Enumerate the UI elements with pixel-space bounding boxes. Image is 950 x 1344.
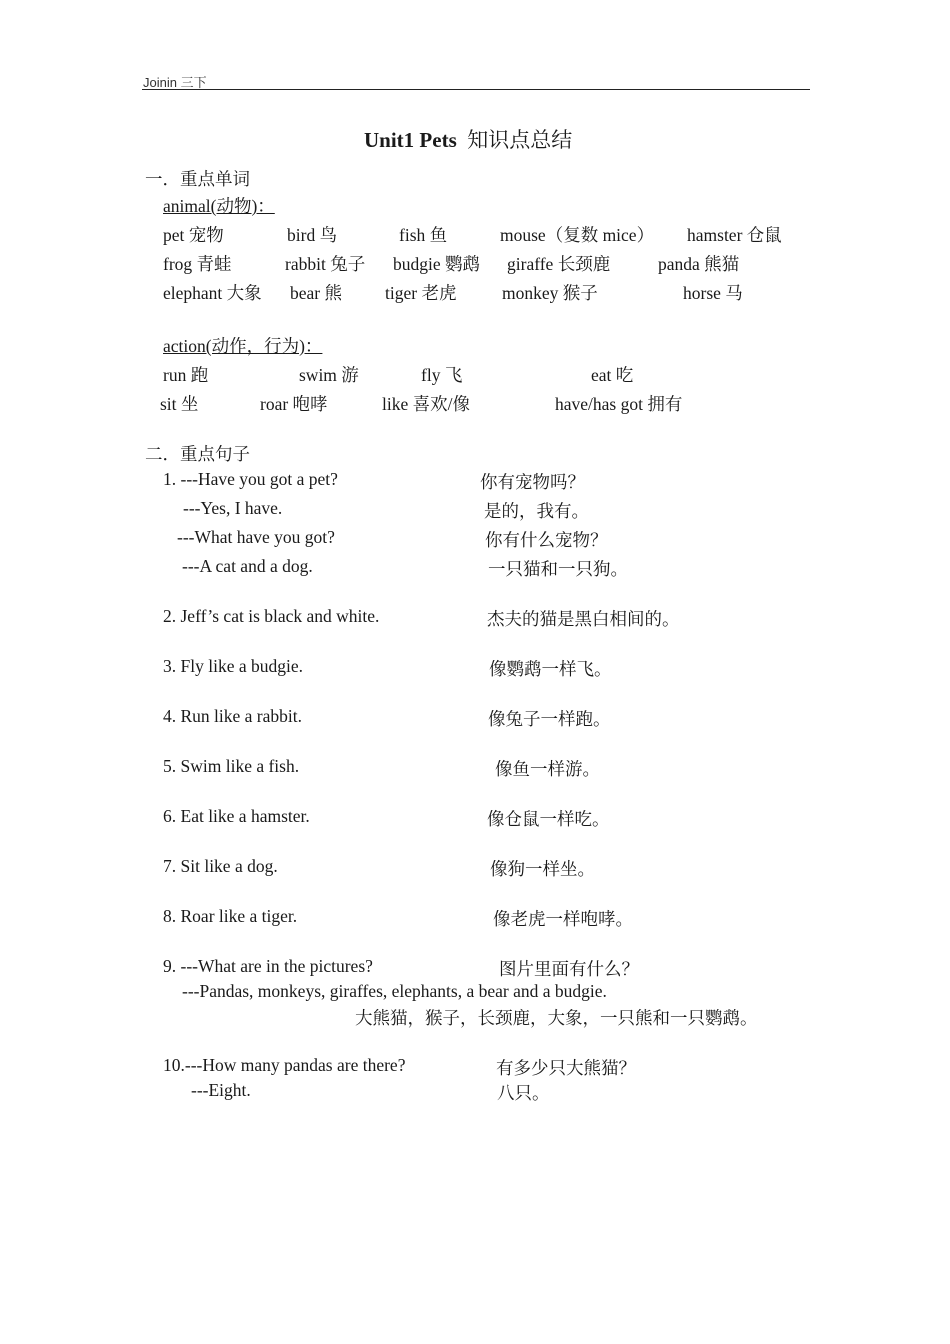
vocab-sit: sit 坐 <box>160 394 199 414</box>
section1-heading: 一．重点单词 <box>145 169 250 189</box>
title-bold: Unit1 Pets <box>364 128 457 152</box>
vocab-roar: roar 咆哮 <box>260 394 328 414</box>
s1-zh-3: 你有什么宠物？ <box>485 530 608 550</box>
s2-zh: 杰夫的猫是黑白相间的。 <box>487 609 680 629</box>
action-label: action(动作，行为)： <box>163 336 323 356</box>
section2-heading: 二．重点句子 <box>145 444 250 464</box>
s8-en: 8. Roar like a tiger. <box>163 906 298 926</box>
animal-label: animal(动物)： <box>163 196 275 216</box>
s9-zh-1: 图片里面有什么？ <box>499 959 639 979</box>
s1-zh-1: 你有宠物吗？ <box>480 472 585 492</box>
s8-zh: 像老虎一样咆哮。 <box>493 909 633 929</box>
s10-en-2: ---Eight. <box>191 1080 251 1100</box>
s4-zh: 像兔子一样跑。 <box>488 709 611 729</box>
vocab-have-got: have/has got 拥有 <box>555 394 683 414</box>
page-header: Joinin 三下 <box>143 75 207 90</box>
vocab-horse: horse 马 <box>683 283 743 303</box>
s1-zh-4: 一只猫和一只狗。 <box>488 559 628 579</box>
s1-en-2: ---Yes, I have. <box>183 498 283 518</box>
header-rule <box>142 89 810 90</box>
s1-en-4: ---A cat and a dog. <box>182 556 313 576</box>
vocab-pet: pet 宠物 <box>163 225 224 245</box>
vocab-fly: fly 飞 <box>421 365 463 385</box>
vocab-swim: swim 游 <box>299 365 359 385</box>
vocab-tiger: tiger 老虎 <box>385 283 457 303</box>
vocab-panda: panda 熊猫 <box>658 254 740 274</box>
s1-en-3: ---What have you got? <box>177 527 335 547</box>
vocab-hamster: hamster 仓鼠 <box>687 225 782 245</box>
vocab-mouse: mouse（复数 mice） <box>500 225 655 245</box>
s10-zh-2: 八只。 <box>497 1083 550 1103</box>
vocab-fish: fish 鱼 <box>399 225 448 245</box>
s10-en-1: 10.---How many pandas are there? <box>163 1055 406 1075</box>
vocab-elephant: elephant 大象 <box>163 283 262 303</box>
vocab-like: like 喜欢/像 <box>382 394 470 414</box>
s3-en: 3. Fly like a budgie. <box>163 656 303 676</box>
s10-zh-1: 有多少只大熊猫？ <box>496 1058 636 1078</box>
s7-en: 7. Sit like a dog. <box>163 856 278 876</box>
s6-en: 6. Eat like a hamster. <box>163 806 310 826</box>
s5-en: 5. Swim like a fish. <box>163 756 300 776</box>
vocab-budgie: budgie 鹦鹉 <box>393 254 481 274</box>
s9-en-2: ---Pandas, monkeys, giraffes, elephants, a bear and a budgie. <box>182 981 607 1001</box>
s1-zh-2: 是的，我有。 <box>484 501 589 521</box>
vocab-giraffe: giraffe 长颈鹿 <box>507 254 611 274</box>
vocab-frog: frog 青蛙 <box>163 254 232 274</box>
vocab-run: run 跑 <box>163 365 209 385</box>
page-title <box>364 124 572 154</box>
vocab-rabbit: rabbit 兔子 <box>285 254 366 274</box>
s9-zh-2: 大熊猫，猴子，长颈鹿，大象，一只熊和一只鹦鹉。 <box>355 1008 758 1028</box>
s7-zh: 像狗一样坐。 <box>490 859 595 879</box>
vocab-bear: bear 熊 <box>290 283 342 303</box>
s6-zh: 像仓鼠一样吃。 <box>487 809 610 829</box>
vocab-bird: bird 鸟 <box>287 225 338 245</box>
title-rest: 知识点总结 <box>467 128 573 152</box>
s3-zh: 像鹦鹉一样飞。 <box>489 659 612 679</box>
s2-en: 2. Jeff’s cat is black and white. <box>163 606 380 626</box>
s9-en-1: 9. ---What are in the pictures? <box>163 956 373 976</box>
s4-en: 4. Run like a rabbit. <box>163 706 303 726</box>
vocab-monkey: monkey 猴子 <box>502 283 598 303</box>
vocab-eat: eat 吃 <box>591 365 634 385</box>
s1-en-1: 1. ---Have you got a pet? <box>163 469 338 489</box>
s5-zh: 像鱼一样游。 <box>495 759 600 779</box>
